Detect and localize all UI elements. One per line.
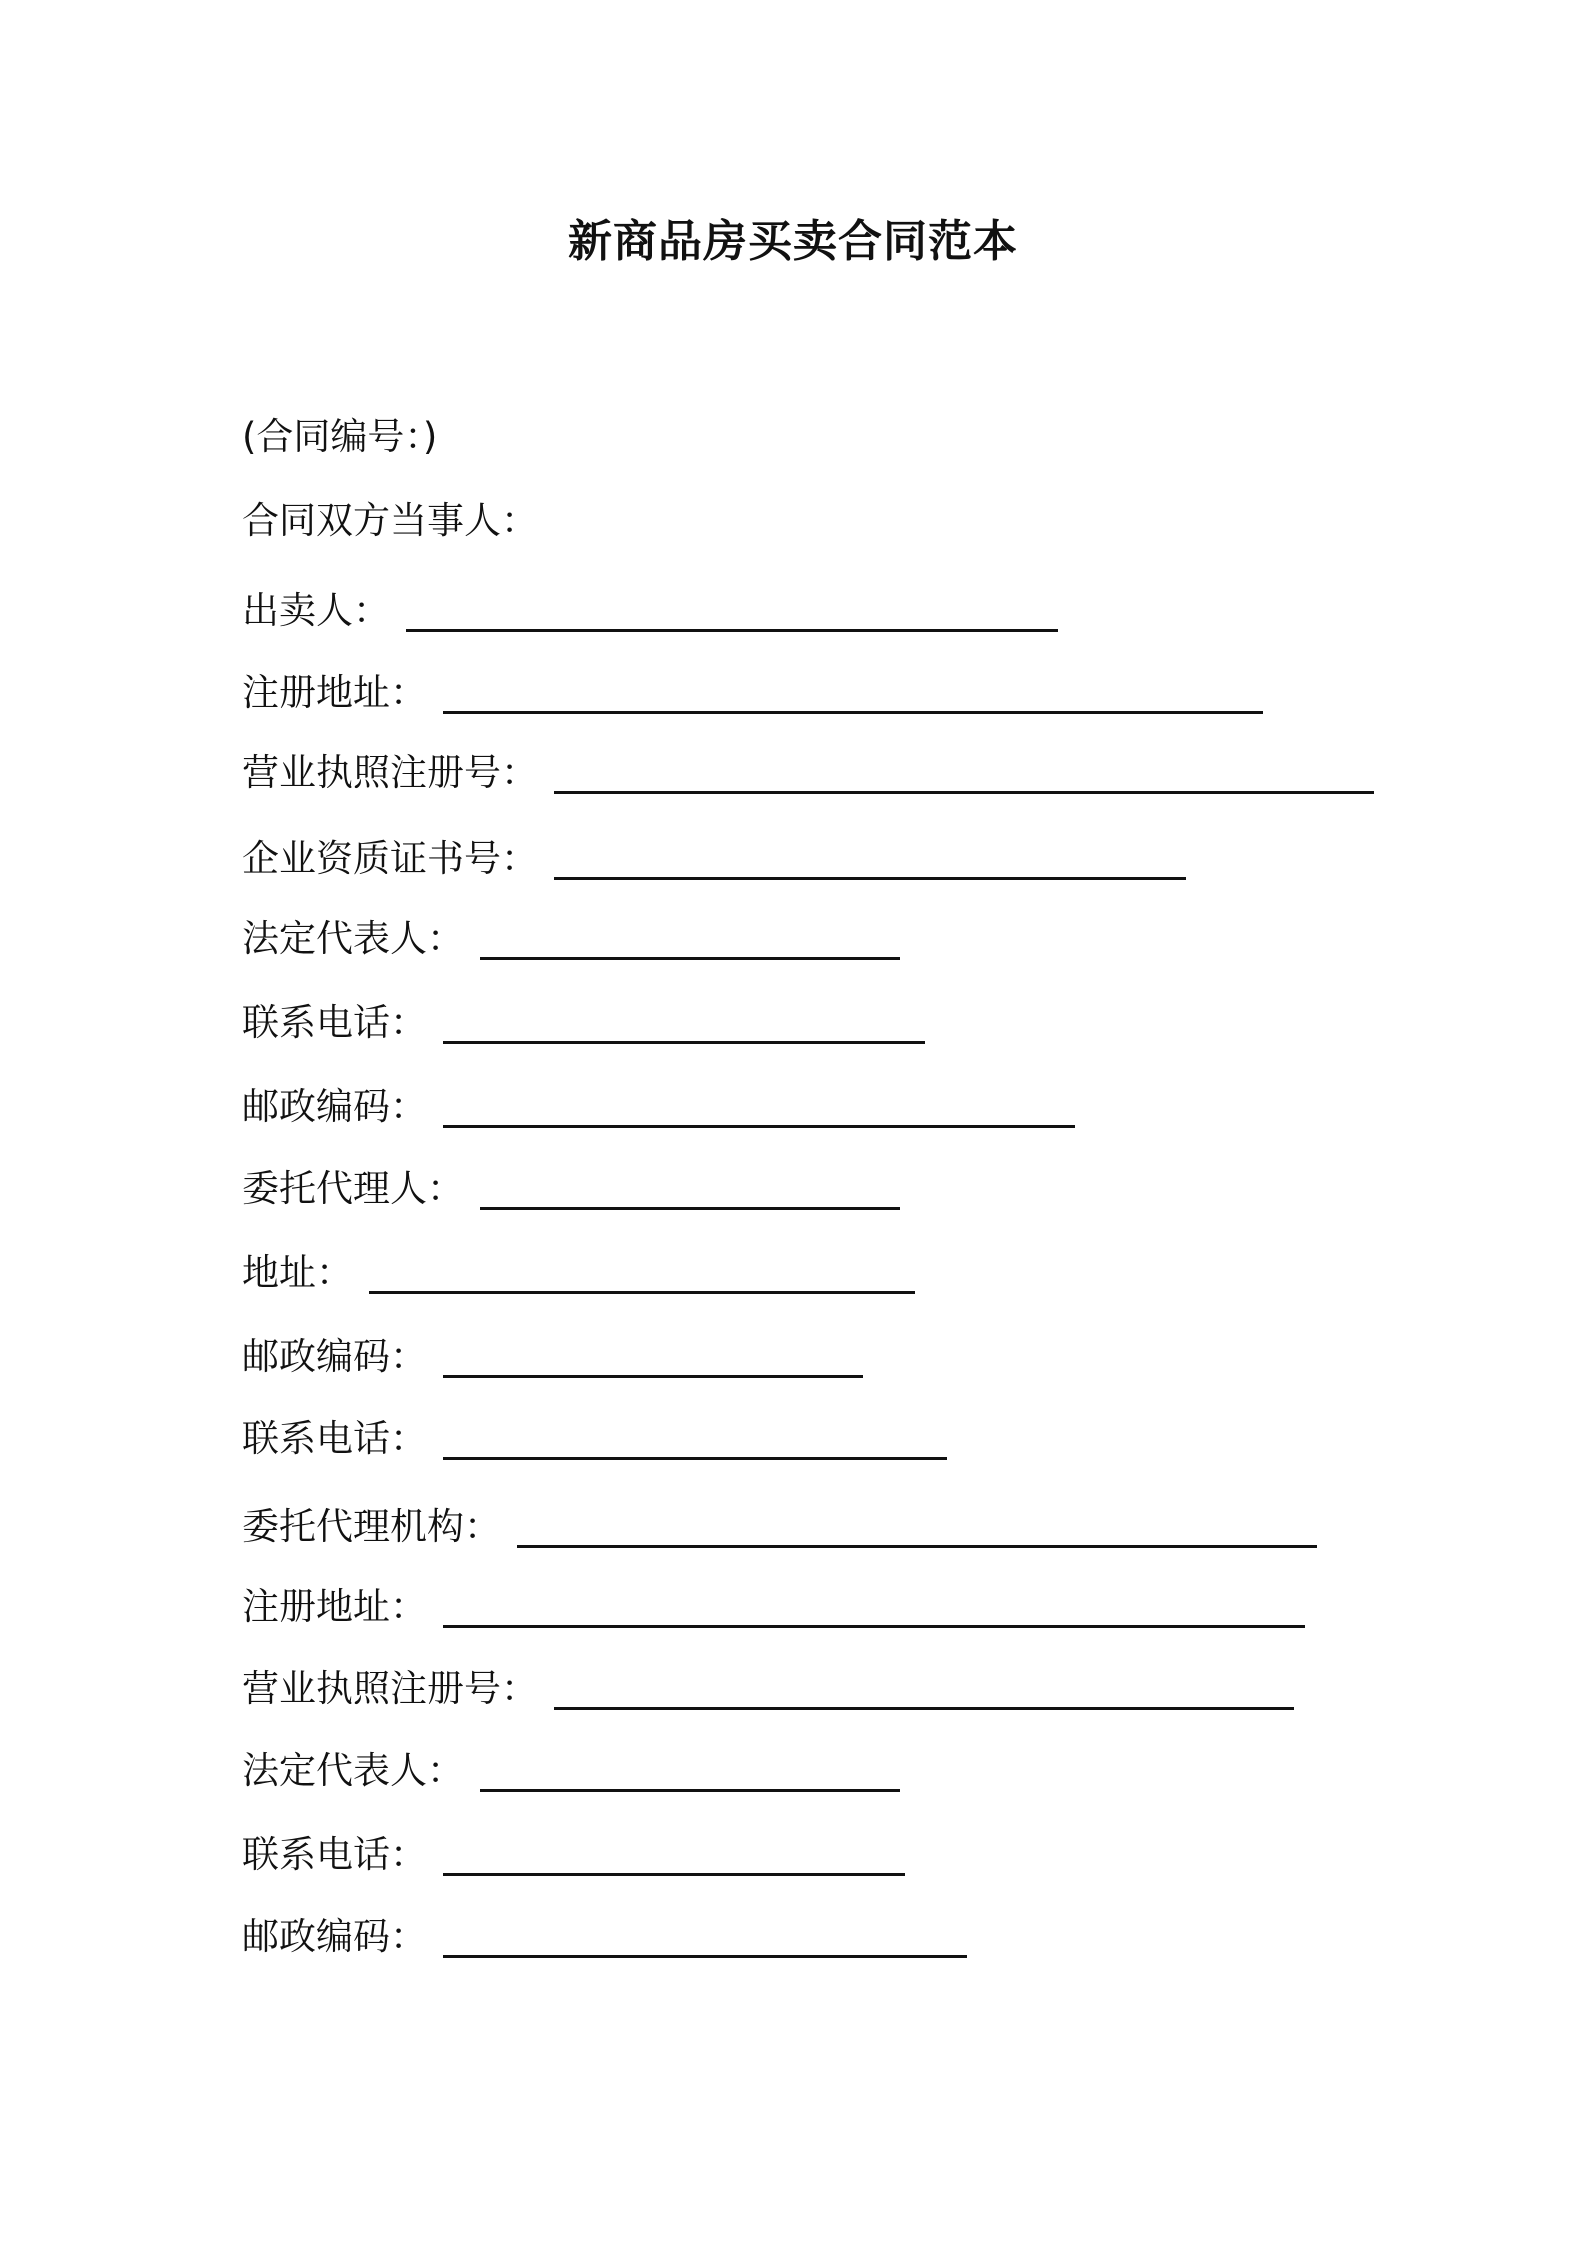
fill-in-blank[interactable] bbox=[443, 1087, 1075, 1128]
field-row bbox=[242, 1164, 900, 1214]
fill-in-blank[interactable] bbox=[554, 839, 1186, 880]
field-row bbox=[242, 1248, 915, 1298]
fill-in-blank[interactable] bbox=[554, 1669, 1294, 1710]
field-label: 委托代理机构： bbox=[242, 1505, 501, 1548]
field-row bbox=[242, 1332, 863, 1382]
fill-in-blank[interactable] bbox=[443, 1337, 863, 1378]
fill-in-blank[interactable] bbox=[443, 1003, 925, 1044]
field-row bbox=[242, 668, 1263, 718]
field-label: 注册地址： bbox=[242, 671, 427, 714]
field-row bbox=[242, 1082, 1075, 1132]
parties-heading: 合同双方当事人： bbox=[242, 499, 538, 542]
field-label: 邮政编码： bbox=[242, 1915, 427, 1958]
field-label: 法定代表人： bbox=[242, 917, 464, 960]
field-label: 法定代表人： bbox=[242, 1749, 464, 1792]
field-label: 注册地址： bbox=[242, 1585, 427, 1628]
field-row bbox=[242, 1830, 905, 1880]
field-label: 地址： bbox=[242, 1251, 353, 1294]
fill-in-blank[interactable] bbox=[480, 1751, 900, 1792]
fill-in-blank[interactable] bbox=[480, 919, 900, 960]
field-row bbox=[242, 1502, 1317, 1552]
fill-in-blank[interactable] bbox=[406, 591, 1058, 632]
fill-in-blank[interactable] bbox=[554, 753, 1374, 794]
field-row bbox=[242, 834, 1186, 884]
fill-in-blank[interactable] bbox=[369, 1253, 915, 1294]
field-label: 联系电话： bbox=[242, 1001, 427, 1044]
field-row bbox=[242, 586, 1058, 636]
fill-in-blank[interactable] bbox=[480, 1169, 900, 1210]
fill-in-blank[interactable] bbox=[443, 1835, 905, 1876]
fill-in-blank[interactable] bbox=[443, 1419, 947, 1460]
field-label: 委托代理人： bbox=[242, 1167, 464, 1210]
field-label: 联系电话： bbox=[242, 1833, 427, 1876]
field-row bbox=[242, 748, 1374, 798]
field-row bbox=[242, 1664, 1294, 1714]
field-label: 邮政编码： bbox=[242, 1335, 427, 1378]
field-row bbox=[242, 1746, 900, 1796]
field-label: 营业执照注册号： bbox=[242, 751, 538, 794]
field-label: 营业执照注册号： bbox=[242, 1667, 538, 1710]
field-label: 企业资质证书号： bbox=[242, 837, 538, 880]
field-label: 邮政编码： bbox=[242, 1085, 427, 1128]
fill-in-blank[interactable] bbox=[443, 1587, 1305, 1628]
fill-in-blank[interactable] bbox=[443, 1917, 967, 1958]
fill-in-blank[interactable] bbox=[443, 673, 1263, 714]
field-row bbox=[242, 914, 900, 964]
field-row bbox=[242, 1912, 967, 1962]
fill-in-blank[interactable] bbox=[517, 1507, 1317, 1548]
field-row bbox=[242, 998, 925, 1048]
field-label: 出卖人： bbox=[242, 589, 390, 632]
document-title: 新商品房买卖合同范本 bbox=[568, 216, 1018, 267]
field-row bbox=[242, 1414, 947, 1464]
contract-number: (合同编号：) bbox=[242, 415, 438, 458]
field-label: 联系电话： bbox=[242, 1417, 427, 1460]
field-row bbox=[242, 1582, 1305, 1632]
